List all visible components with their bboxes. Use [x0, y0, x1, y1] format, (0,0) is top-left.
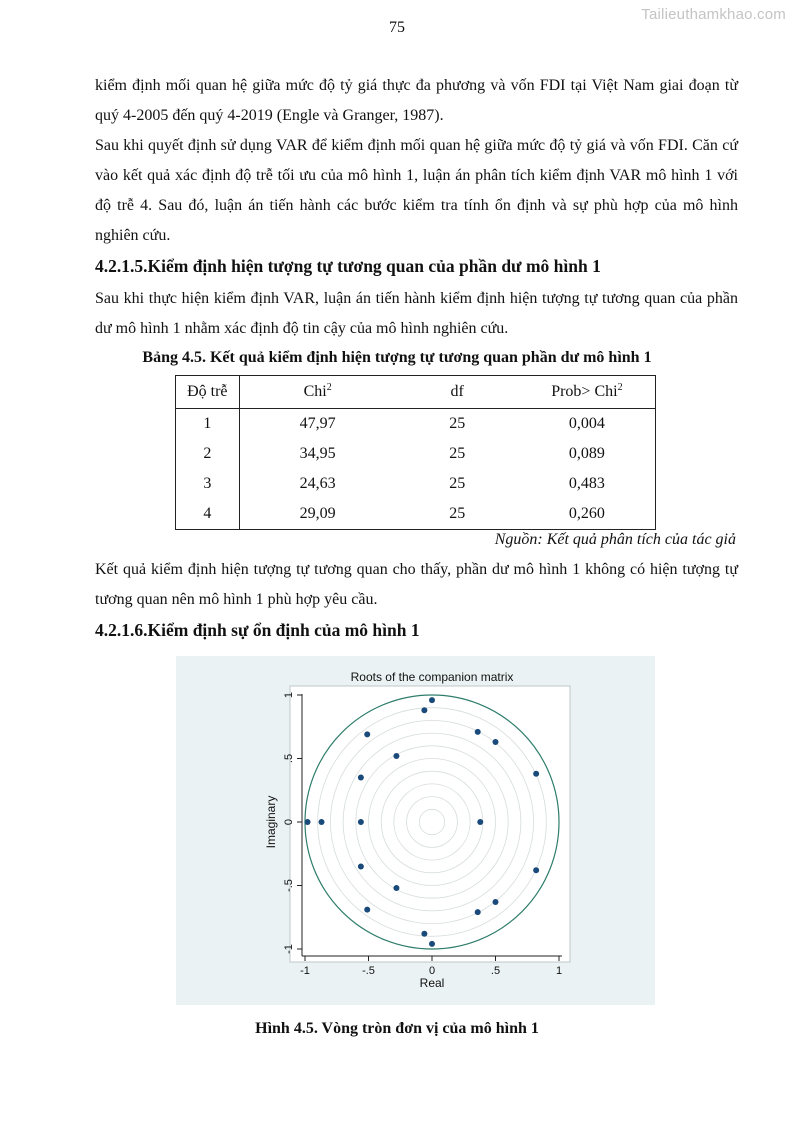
x-axis-label: Real	[419, 976, 445, 990]
watermark: Tailieuthamkhao.com	[641, 6, 786, 23]
table-caption: Bảng 4.5. Kết quả kiểm định hiện tượng tự tương quan phần dư mô hình 1	[142, 349, 652, 366]
root-point	[305, 819, 311, 825]
cell-prob: 0,483	[568, 475, 605, 492]
section-heading-4-2-1-6: 4.2.1.6.Kiểm định sự ổn định của mô hình 1	[95, 620, 420, 640]
paragraph-4: Kết quả kiểm định hiện tượng tự tương quan cho thấy, phần dư mô hình 1 không có hiện tượng tự tương quan nên mô hình 1 phù hợp yêu cầu.	[95, 561, 738, 608]
root-point	[493, 899, 499, 905]
cell-prob: 0,089	[568, 445, 605, 462]
y-tick-label: -1	[283, 944, 295, 954]
root-point	[393, 753, 399, 759]
cell-chi2: 47,97	[299, 415, 336, 432]
root-point	[364, 907, 370, 913]
page-number: 75	[389, 19, 405, 36]
y-axis-label: Imaginary	[264, 795, 278, 849]
root-point	[364, 731, 370, 737]
x-tick-label: 0	[428, 965, 436, 977]
root-point	[358, 819, 364, 825]
header-prob: Prob> Chi$^2$	[519, 376, 656, 409]
root-point	[393, 885, 399, 891]
cell-lag: 4	[176, 499, 240, 530]
results-table	[175, 375, 656, 530]
x-tick-label: .5	[490, 965, 501, 977]
y-tick-label: 0	[283, 818, 295, 826]
root-point	[475, 729, 481, 735]
root-point	[319, 819, 325, 825]
cell-lag: 3	[176, 469, 240, 499]
root-point	[429, 941, 435, 947]
cell-chi2: 29,09	[299, 505, 336, 522]
cell-df: 25	[449, 505, 466, 522]
cell-chi2: 34,95	[299, 445, 336, 462]
y-tick-label: 1	[283, 691, 295, 699]
x-tick-label: -.5	[362, 965, 375, 977]
root-point	[493, 739, 499, 745]
section-heading-4-2-1-5: 4.2.1.5.Kiểm định hiện tượng tự tương quan của phần dư mô hình 1	[95, 256, 601, 276]
cell-chi2: 24,63	[299, 475, 336, 492]
cell-df: 25	[449, 475, 466, 492]
cell-df: 25	[449, 415, 466, 432]
cell-lag: 2	[176, 439, 240, 469]
table-row	[176, 439, 656, 469]
root-point	[421, 707, 427, 713]
chart-title: Roots of the companion matrix	[350, 670, 514, 684]
cell-lag: 1	[176, 409, 240, 440]
root-point	[477, 819, 483, 825]
plot-area	[290, 686, 570, 962]
table-source-note: Nguồn: Kết quả phân tích của tác giả	[494, 531, 736, 548]
figure-caption: Hình 4.5. Vòng tròn đơn vị của mô hình 1	[255, 1020, 539, 1037]
root-point	[533, 771, 539, 777]
paragraph-3: Sau khi thực hiện kiểm định VAR, luận án tiến hành kiểm định hiện tượng tự tương quan của phần dư mô hình 1 nhằm xác định độ tin cậy của mô hình nghiên cứu.	[95, 290, 738, 337]
header-lag: Độ trễ	[176, 376, 240, 409]
roots-chart	[176, 656, 655, 1005]
root-point	[421, 931, 427, 937]
cell-df: 25	[449, 445, 466, 462]
root-point	[429, 697, 435, 703]
unit-circle-figure	[176, 656, 655, 1005]
table-row	[176, 409, 656, 440]
root-point	[358, 863, 364, 869]
header-chi2: Chi$^2$	[239, 376, 396, 409]
root-point	[358, 775, 364, 781]
table-header-row	[176, 376, 656, 409]
y-tick-label: .5	[283, 753, 295, 764]
paragraph-2: Sau khi quyết định sử dụng VAR để kiểm định mối quan hệ giữa mức độ tỷ giá và vốn FDI. Căn cứ vào kết quả xác định độ trễ tối ưu của mô hình 1, luận án phân tích kiểm định VAR mô hình 1 với độ trễ 4. Sau đó, luận án tiến hành các bước kiểm tra tính ổn định và sự phù hợp của mô hình nghiên cứu.	[95, 137, 738, 244]
table-row	[176, 499, 656, 530]
cell-prob: 0,004	[568, 415, 605, 432]
y-tick-label: -.5	[283, 879, 295, 892]
x-tick-label: 1	[555, 965, 563, 977]
root-point	[533, 867, 539, 873]
table-row	[176, 469, 656, 499]
x-tick-label: -1	[300, 965, 310, 977]
cell-prob: 0,260	[568, 505, 605, 522]
header-df: df	[396, 376, 519, 409]
paragraph-1: kiểm định mối quan hệ giữa mức độ tỷ giá thực đa phương và vốn FDI tại Việt Nam giai đoạn từ quý 4-2005 đến quý 4-2019 (Engle và Granger, 1987).	[95, 77, 738, 124]
root-point	[475, 909, 481, 915]
